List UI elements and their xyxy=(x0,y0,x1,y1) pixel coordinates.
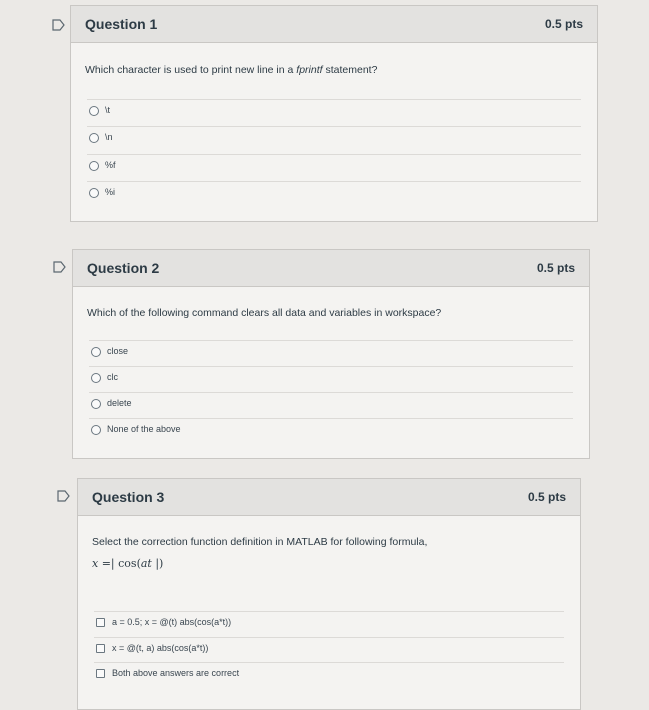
answer-option[interactable] xyxy=(89,418,573,441)
answer-option[interactable] xyxy=(89,366,573,389)
answer-label: Both above answers are correct xyxy=(112,668,240,678)
radio-icon[interactable] xyxy=(89,133,99,143)
question-card-2 xyxy=(72,249,590,459)
answer-label: a = 0.5; x = @(t) abs(cos(a*t)) xyxy=(112,617,232,627)
question-points: 0.5 pts xyxy=(527,490,566,504)
answer-option[interactable] xyxy=(94,662,564,685)
formula: x =| cos(at |) xyxy=(92,557,164,570)
checkbox-icon[interactable] xyxy=(96,618,105,627)
answer-option[interactable] xyxy=(94,611,564,634)
question-header xyxy=(78,479,580,516)
answer-label: \n xyxy=(105,132,113,142)
radio-icon[interactable] xyxy=(91,347,101,357)
question-title: Question 2 xyxy=(87,260,160,276)
flag-question-icon[interactable] xyxy=(53,261,67,273)
answer-option[interactable] xyxy=(87,181,581,204)
question-card-3 xyxy=(77,478,581,710)
radio-icon[interactable] xyxy=(89,161,99,171)
radio-icon[interactable] xyxy=(91,373,101,383)
flag-question-icon[interactable] xyxy=(57,490,71,502)
question-text: Which of the following command clears all data and variables in workspace? xyxy=(87,307,442,319)
answer-label: close xyxy=(107,346,129,356)
question-text: Which character is used to print new line in a fprintf statement? xyxy=(85,64,378,76)
radio-icon[interactable] xyxy=(89,188,99,198)
answer-option[interactable] xyxy=(89,392,573,415)
radio-icon[interactable] xyxy=(91,399,101,409)
answer-label: clc xyxy=(107,372,118,382)
question-points: 0.5 pts xyxy=(544,17,583,31)
answer-label: x = @(t, a) abs(cos(a*t)) xyxy=(112,643,209,653)
answer-option[interactable] xyxy=(87,154,581,177)
answer-option[interactable] xyxy=(89,340,573,363)
answer-label: delete xyxy=(107,398,132,408)
flag-question-icon[interactable] xyxy=(52,19,66,31)
answer-option[interactable] xyxy=(87,126,581,149)
answer-label: %i xyxy=(105,187,116,197)
question-card-1 xyxy=(70,5,598,222)
radio-icon[interactable] xyxy=(89,106,99,116)
question-header xyxy=(71,6,597,43)
question-title: Question 3 xyxy=(92,489,165,505)
answer-option[interactable] xyxy=(94,637,564,660)
question-text: Select the correction function definition in MATLAB for following formula, xyxy=(92,536,428,548)
answer-label: %f xyxy=(105,160,116,170)
answer-label: None of the above xyxy=(107,424,181,434)
question-header xyxy=(73,250,589,287)
question-title: Question 1 xyxy=(85,16,158,32)
answer-option[interactable] xyxy=(87,99,581,122)
checkbox-icon[interactable] xyxy=(96,644,105,653)
answer-label: \t xyxy=(105,105,111,115)
question-points: 0.5 pts xyxy=(536,261,575,275)
radio-icon[interactable] xyxy=(91,425,101,435)
checkbox-icon[interactable] xyxy=(96,669,105,678)
